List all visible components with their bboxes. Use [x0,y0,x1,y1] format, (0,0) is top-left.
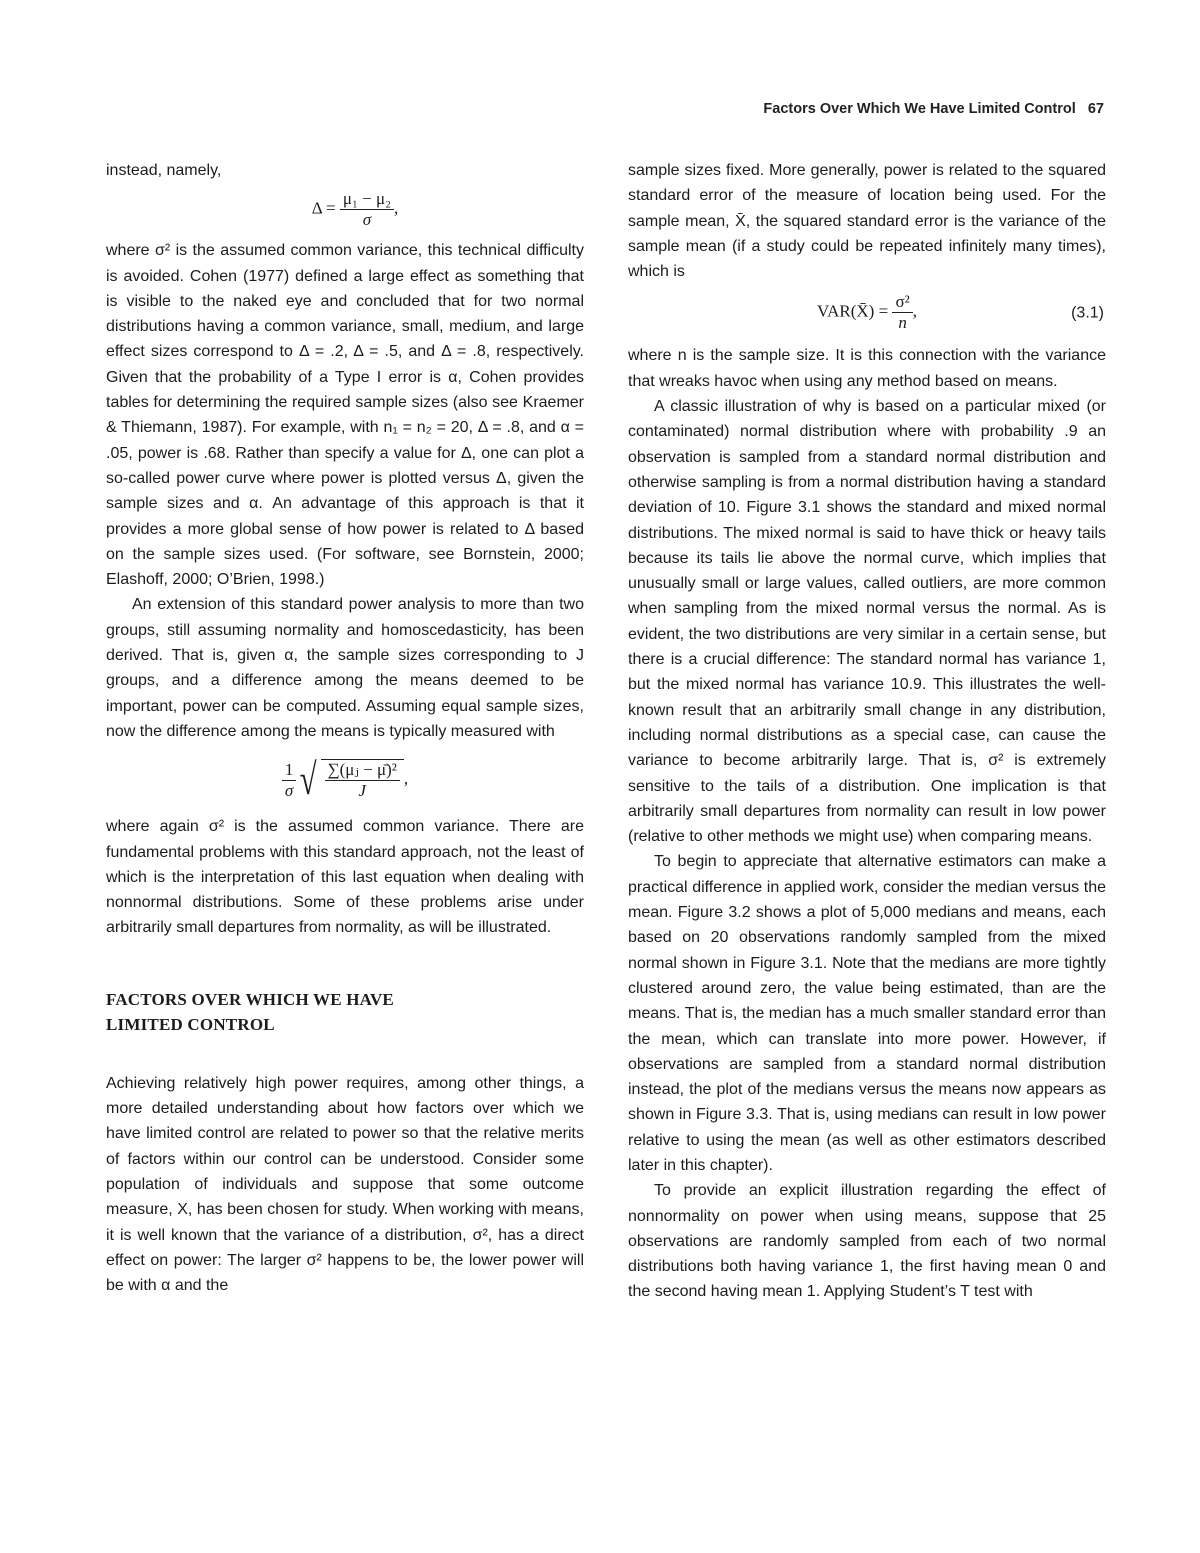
spread-radicand [321,759,404,801]
right-paragraph-1: sample sizes fixed. More generally, power is related to the squared standard error of the measure of location being used. For the sample mean, X̄, the squared standard error is the variance of the sample mean (if a study could be repeated infinitely many times), which is [628,162,1106,281]
variance-equation [628,292,1106,333]
right-paragraph-5: To provide an explicit illustration regarding the effect of nonnormality on power when using means, suppose that 25 observations are randomly sampled from each of two normal distributions both having variance 1, the first having mean 0 and the second having mean 1. Applying Student’s T test with [628,1182,1106,1301]
right-paragraph-2: where n is the sample size. It is this connection with the variance that wreaks havoc when using any method based on means. [628,347,1106,390]
variance-trail: , [912,301,917,321]
variance-lhs: VAR(X̄) = [817,301,889,321]
page-number: 67 [1087,101,1104,117]
variance-numerator: σ² [892,292,912,313]
left-paragraph-2: An extension of this standard power analysis to more than two groups, still assuming normality and homoscedasticity, has been derived. That is, given α, the sample sizes corresponding to J groups, and a difference among the means deemed to be important, power can be computed. Assuming equal sample sizes, now the difference among the means is typically measured with [106,596,584,740]
section-heading-line-1: FACTORS OVER WHICH WE HAVE [106,989,394,1009]
spread-coef-denominator: σ [284,780,294,800]
equation-number: (3.1) [1071,304,1104,322]
delta-fraction [340,189,394,230]
section-heading-line-2: LIMITED CONTROL [106,1014,275,1034]
variance-fraction [892,292,912,333]
radical-sign-icon: √ [299,755,317,805]
spread-trail: , [403,769,409,789]
right-column [628,158,1106,1305]
delta-lhs: Δ = [311,198,336,218]
spread-rad-denominator: J [358,781,366,801]
running-title: Factors Over Which We Have Limited Control [763,101,1076,117]
right-paragraph-3: A classic illustration of why is based on a particular mixed (or contaminated) normal distribution where with probability .9 an observation is sampled from a standard normal distribution and otherwise sampling is from a normal distribution having a standard deviation of 10. Figure 3.1 shows the standard and mixed normal distributions. The mixed normal is said to have thick or heavy tails because its tails lie above the normal curve, which implies that unusually small or large values, called outliers, are more common when sampling from the mixed normal versus the normal. As is evident, the two distributions are very similar in a certain sense, but there is a crucial difference: The standard normal has variance 1, but the mixed normal has variance 10.9. This illustrates the well-known result that an arbitrarily small change in any distribution, including normal distributions as a special case, can cause the variance to become arbitrarily large. That is, σ² is extremely sensitive to the tails of a distribution. One implication is that arbitrarily small departures from normality can result in low power (relative to other methods we might use) when comparing means. [628,398,1106,846]
spread-rad-numerator: ∑(μⱼ − μ̄)² [325,760,400,781]
variance-denominator: n [898,313,907,333]
spread-radicand-fraction [325,760,400,801]
delta-equation [126,189,584,230]
running-head [763,101,1104,117]
delta-numerator: μ₁ − μ₂ [340,189,394,210]
intro-text: instead, namely, [106,162,222,179]
section-heading [106,987,584,1037]
left-paragraph-3: where again σ² is the assumed common variance. There are fundamental problems with this standard approach, not the least of which is the interpretation of this last equation when dealing with nonnormal distributions. Some of these problems arise under arbitrarily small departures from normality, as will be illustrated. [106,818,584,937]
spread-equation [106,755,584,805]
right-paragraph-4: To begin to appreciate that alternative estimators can make a practical difference in applied work, consider the median versus the mean. Figure 3.2 shows a plot of 5,000 medians and means, each based on 20 observations randomly sampled from the mixed normal shown in Figure 3.1. Note that the medians are more tightly clustered around zero, the value being estimated, than are the means. That is, the median has a much smaller standard error than the mean, which can translate into more power. However, if observations are sampled from a standard normal distribution instead, the plot of the medians versus the means now appears as shown in Figure 3.3. That is, using medians can result in low power relative to using the mean (as well as other estimators described later in this chapter). [628,853,1106,1174]
left-column [106,158,584,1298]
delta-denominator: σ [362,210,372,230]
left-paragraph-1: where σ² is the assumed common variance, this technical difficulty is avoided. Cohen (1977) defined a large effect as something that is visible to the naked eye and concluded that for two normal distributions having a common variance, small, medium, and large effect sizes correspond to Δ = .2, Δ = .5, and Δ = .8, respectively. Given that the probability of a Type I error is α, Cohen provides tables for determining the required sample sizes (also see Kraemer & Thiemann, 1987). For example, with n₁ = n₂ = 20, Δ = .8, and α = .05, power is .68. Rather than specify a value for Δ, one can plot a so-called power curve where power is plotted versus Δ, given the sample sizes and α. An advantage of this approach is that it provides a more global sense of how power is related to Δ based on the sample sizes used. (For software, see Bornstein, 2000; Elashoff, 2000; O’Brien, 1998.) [106,242,584,589]
spread-coef-numerator: 1 [282,760,297,781]
left-paragraph-4: Achieving relatively high power requires, among other things, a more detailed understanding about how factors over which we have limited control are related to power so that the relative merits of factors within our control can be understood. Consider some population of individuals and suppose that some outcome measure, X, has been chosen for study. When working with means, it is well known that the variance of a distribution, σ², has a direct effect on power: The larger σ² happens to be, the lower power will be with α and the [106,1074,584,1295]
spread-coefficient [282,760,297,801]
delta-trail: , [394,198,399,218]
